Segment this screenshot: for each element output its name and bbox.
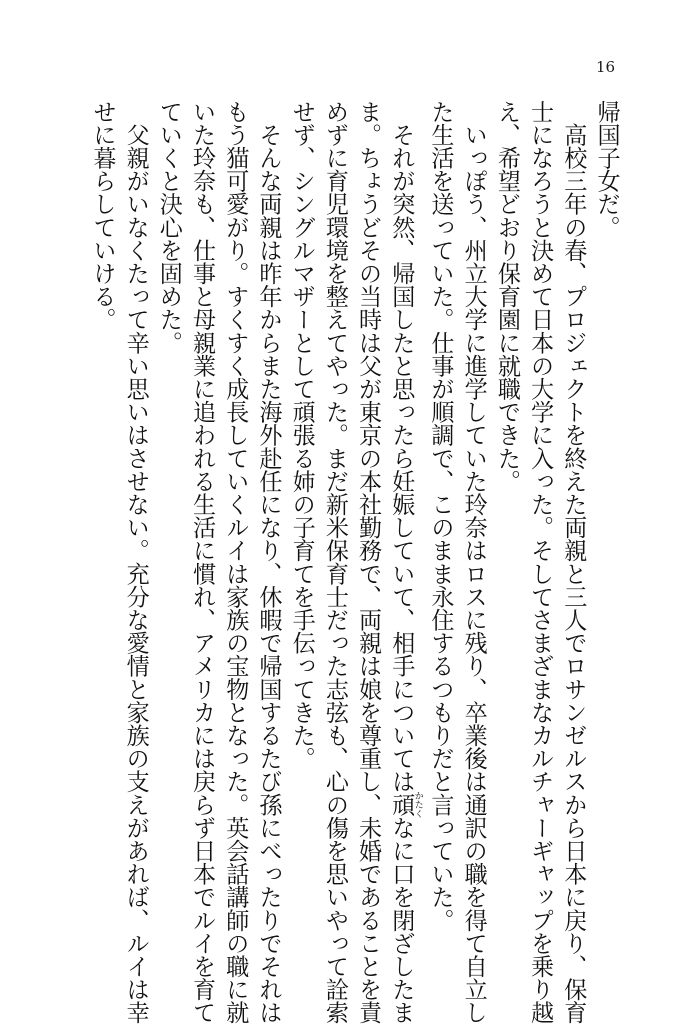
text-column-11: そんな両親は昨年からまた海外赴任になり、休暇で帰国するたび孫にべったりでそれは [254, 100, 281, 1024]
text-column-6: た生活を送っていた。仕事が順調で、このまま永住するつもりだと言っていた。 [426, 100, 453, 932]
ruby-annotation [387, 791, 423, 819]
text-column-1: 帰国子女だ。 [593, 100, 619, 239]
text-column-7-before: それが突然、帰国したと思ったら妊娠していて、相手については [387, 100, 414, 793]
text-column-13: いた玲奈も、仕事と母親業に追われる生活に慣れ、アメリカには戻らず日本でルイを育て [188, 100, 215, 1024]
text-column-4: え、希望どおり保育園に就職できた。 [493, 100, 520, 493]
text-column-7-after: なに口を閉ざしたま [387, 816, 414, 1024]
page-number: 16 [596, 58, 616, 76]
text-column-3: 士になろうと決めて日本の大学に入った。そしてさまざまなカルチャーギャップを乗り越 [526, 100, 553, 1024]
text-column-9: めずに育児環境を整えてやった。まだ新米保育士だった志弦も、心の傷を思いやって詮索 [321, 100, 348, 1024]
text-column-8: ま。ちょうどその当時は父が東京の本社勤務で、両親は娘を尊重し、未婚であることを責 [354, 100, 381, 1024]
text-column-16: せに暮らしていける。 [88, 100, 115, 331]
text-column-7 [384, 100, 423, 1024]
text-column-14: ていくと決心を固めた。 [155, 100, 182, 355]
text-column-15: 父親がいなくたって辛い思いはさせない。充分な愛情と家族の支えがあれば、ルイは幸 [122, 100, 149, 1024]
text-column-2: 高校三年の春、プロジェクトを終えた両親と三人でロサンゼルスから日本に戻り、保育 [559, 100, 586, 1024]
text-column-12: もう猫可愛がり。すくすく成長していくルイは家族の宝物となった。英会話講師の職に就 [221, 100, 248, 1024]
text-column-5: いっぽう、州立大学に進学していた玲奈はロスに残り、卒業後は通訳の職を得て自立し [460, 100, 487, 1024]
body-text [85, 100, 622, 1024]
ruby-base: 頑 [387, 791, 414, 819]
ruby-reading: かたく [412, 791, 423, 819]
text-column-10: せず、シングルマザーとして頑張る姉の子育てを手伝ってきた。 [288, 100, 315, 770]
